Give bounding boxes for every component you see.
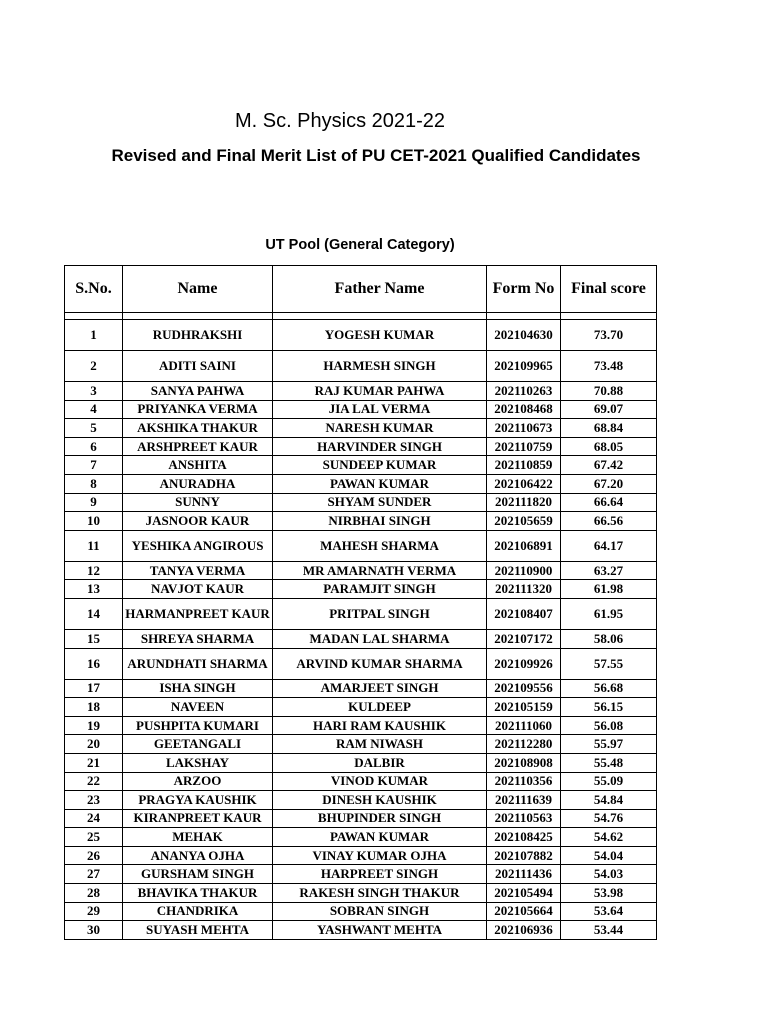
cell-form-no: 202106936: [487, 921, 561, 940]
cell-father-name: VINOD KUMAR: [273, 772, 487, 791]
cell-sno: 25: [65, 828, 123, 847]
cell-form-no: 202110759: [487, 437, 561, 456]
cell-father-name: SHYAM SUNDER: [273, 493, 487, 512]
cell-final-score: 54.76: [561, 809, 657, 828]
document-title: M. Sc. Physics 2021-22: [234, 110, 446, 132]
separator-cell: [487, 313, 561, 320]
cell-form-no: 202108425: [487, 828, 561, 847]
cell-sno: 6: [65, 437, 123, 456]
cell-name: CHANDRIKA: [123, 902, 273, 921]
cell-father-name: RAJ KUMAR PAHWA: [273, 382, 487, 401]
cell-form-no: 202110563: [487, 809, 561, 828]
cell-final-score: 56.68: [561, 679, 657, 698]
cell-name: SUYASH MEHTA: [123, 921, 273, 940]
header-name: Name: [123, 266, 273, 313]
table-row: [65, 351, 657, 382]
table-row: [65, 846, 657, 865]
table-row: [65, 419, 657, 438]
cell-final-score: 57.55: [561, 648, 657, 679]
pool-heading: UT Pool (General Category): [265, 237, 455, 253]
header-form-no: Form No: [487, 266, 561, 313]
cell-father-name: YASHWANT MEHTA: [273, 921, 487, 940]
table-row: [65, 580, 657, 599]
cell-final-score: 53.64: [561, 902, 657, 921]
cell-form-no: 202110859: [487, 456, 561, 475]
cell-name: SUNNY: [123, 493, 273, 512]
table-row: [65, 791, 657, 810]
cell-name: YESHIKA ANGIROUS: [123, 530, 273, 561]
cell-sno: 9: [65, 493, 123, 512]
cell-sno: 2: [65, 351, 123, 382]
cell-father-name: MR AMARNATH VERMA: [273, 561, 487, 580]
cell-name: ARZOO: [123, 772, 273, 791]
cell-form-no: 202111639: [487, 791, 561, 810]
cell-final-score: 53.98: [561, 884, 657, 903]
separator-cell: [561, 313, 657, 320]
cell-father-name: NARESH KUMAR: [273, 419, 487, 438]
cell-sno: 17: [65, 679, 123, 698]
cell-name: ADITI SAINI: [123, 351, 273, 382]
table-row: [65, 753, 657, 772]
cell-form-no: 202105494: [487, 884, 561, 903]
cell-final-score: 55.48: [561, 753, 657, 772]
cell-name: SHREYA SHARMA: [123, 629, 273, 648]
cell-form-no: 202105659: [487, 512, 561, 531]
cell-name: JASNOOR KAUR: [123, 512, 273, 531]
cell-name: MEHAK: [123, 828, 273, 847]
cell-father-name: HARPREET SINGH: [273, 865, 487, 884]
table-separator-row: [65, 313, 657, 320]
table-row: [65, 561, 657, 580]
cell-sno: 12: [65, 561, 123, 580]
cell-form-no: 202110263: [487, 382, 561, 401]
header-final-score: Final score: [561, 266, 657, 313]
cell-final-score: 66.64: [561, 493, 657, 512]
table-row: [65, 400, 657, 419]
cell-final-score: 70.88: [561, 382, 657, 401]
cell-form-no: 202104630: [487, 320, 561, 351]
cell-father-name: KULDEEP: [273, 698, 487, 717]
cell-form-no: 202109556: [487, 679, 561, 698]
table-row: [65, 598, 657, 629]
cell-sno: 15: [65, 629, 123, 648]
cell-sno: 20: [65, 735, 123, 754]
table-header-row: [65, 266, 657, 313]
cell-name: PRAGYA KAUSHIK: [123, 791, 273, 810]
cell-form-no: 202110673: [487, 419, 561, 438]
cell-sno: 5: [65, 419, 123, 438]
cell-final-score: 56.15: [561, 698, 657, 717]
table-row: [65, 530, 657, 561]
cell-father-name: PRITPAL SINGH: [273, 598, 487, 629]
cell-name: ANSHITA: [123, 456, 273, 475]
cell-name: GEETANGALI: [123, 735, 273, 754]
cell-form-no: 202108908: [487, 753, 561, 772]
cell-sno: 14: [65, 598, 123, 629]
cell-father-name: RAM NIWASH: [273, 735, 487, 754]
cell-final-score: 53.44: [561, 921, 657, 940]
header-sno: S.No.: [65, 266, 123, 313]
cell-sno: 3: [65, 382, 123, 401]
cell-form-no: 202110356: [487, 772, 561, 791]
header-father-name: Father Name: [273, 266, 487, 313]
cell-sno: 10: [65, 512, 123, 531]
cell-sno: 23: [65, 791, 123, 810]
cell-sno: 27: [65, 865, 123, 884]
cell-father-name: ARVIND KUMAR SHARMA: [273, 648, 487, 679]
cell-sno: 26: [65, 846, 123, 865]
table-row: [65, 735, 657, 754]
cell-father-name: YOGESH KUMAR: [273, 320, 487, 351]
cell-final-score: 66.56: [561, 512, 657, 531]
cell-form-no: 202109926: [487, 648, 561, 679]
cell-sno: 16: [65, 648, 123, 679]
cell-father-name: PAWAN KUMAR: [273, 828, 487, 847]
cell-name: HARMANPREET KAUR: [123, 598, 273, 629]
cell-father-name: NIRBHAI SINGH: [273, 512, 487, 531]
cell-father-name: PARAMJIT SINGH: [273, 580, 487, 599]
cell-final-score: 54.04: [561, 846, 657, 865]
cell-final-score: 55.09: [561, 772, 657, 791]
table-row: [65, 629, 657, 648]
cell-form-no: 202108407: [487, 598, 561, 629]
cell-sno: 13: [65, 580, 123, 599]
cell-form-no: 202111820: [487, 493, 561, 512]
cell-name: PUSHPITA KUMARI: [123, 716, 273, 735]
document-subtitle: Revised and Final Merit List of PU CET-2021 Qualified Candidates: [111, 146, 641, 165]
table-row: [65, 382, 657, 401]
separator-cell: [123, 313, 273, 320]
cell-name: ARSHPREET KAUR: [123, 437, 273, 456]
cell-final-score: 63.27: [561, 561, 657, 580]
cell-name: ANANYA OJHA: [123, 846, 273, 865]
table-row: [65, 437, 657, 456]
table-row: [65, 679, 657, 698]
cell-father-name: VINAY KUMAR OJHA: [273, 846, 487, 865]
cell-father-name: PAWAN KUMAR: [273, 474, 487, 493]
cell-father-name: HARI RAM KAUSHIK: [273, 716, 487, 735]
cell-sno: 7: [65, 456, 123, 475]
cell-sno: 1: [65, 320, 123, 351]
cell-form-no: 202109965: [487, 351, 561, 382]
cell-sno: 18: [65, 698, 123, 717]
cell-name: LAKSHAY: [123, 753, 273, 772]
cell-father-name: AMARJEET SINGH: [273, 679, 487, 698]
table-row: [65, 474, 657, 493]
cell-name: AKSHIKA THAKUR: [123, 419, 273, 438]
cell-father-name: HARVINDER SINGH: [273, 437, 487, 456]
cell-final-score: 61.98: [561, 580, 657, 599]
table-row: [65, 320, 657, 351]
cell-name: TANYA VERMA: [123, 561, 273, 580]
cell-name: KIRANPREET KAUR: [123, 809, 273, 828]
cell-name: ARUNDHATI SHARMA: [123, 648, 273, 679]
cell-name: NAVEEN: [123, 698, 273, 717]
cell-final-score: 54.03: [561, 865, 657, 884]
cell-form-no: 202111436: [487, 865, 561, 884]
cell-sno: 24: [65, 809, 123, 828]
cell-name: GURSHAM SINGH: [123, 865, 273, 884]
table-row: [65, 921, 657, 940]
cell-form-no: 202111320: [487, 580, 561, 599]
cell-form-no: 202106891: [487, 530, 561, 561]
cell-name: BHAVIKA THAKUR: [123, 884, 273, 903]
cell-sno: 22: [65, 772, 123, 791]
cell-father-name: BHUPINDER SINGH: [273, 809, 487, 828]
cell-father-name: SOBRAN SINGH: [273, 902, 487, 921]
cell-sno: 21: [65, 753, 123, 772]
cell-name: SANYA PAHWA: [123, 382, 273, 401]
cell-name: PRIYANKA VERMA: [123, 400, 273, 419]
cell-name: RUDHRAKSHI: [123, 320, 273, 351]
cell-father-name: JIA LAL VERMA: [273, 400, 487, 419]
cell-name: ISHA SINGH: [123, 679, 273, 698]
cell-final-score: 56.08: [561, 716, 657, 735]
table-row: [65, 716, 657, 735]
cell-sno: 19: [65, 716, 123, 735]
cell-sno: 29: [65, 902, 123, 921]
table-row: [65, 865, 657, 884]
cell-form-no: 202111060: [487, 716, 561, 735]
cell-father-name: RAKESH SINGH THAKUR: [273, 884, 487, 903]
cell-form-no: 202106422: [487, 474, 561, 493]
cell-father-name: DINESH KAUSHIK: [273, 791, 487, 810]
cell-final-score: 55.97: [561, 735, 657, 754]
table-row: [65, 698, 657, 717]
cell-final-score: 69.07: [561, 400, 657, 419]
cell-form-no: 202105664: [487, 902, 561, 921]
cell-father-name: MAHESH SHARMA: [273, 530, 487, 561]
table-row: [65, 512, 657, 531]
table-row: [65, 828, 657, 847]
cell-sno: 11: [65, 530, 123, 561]
cell-form-no: 202110900: [487, 561, 561, 580]
cell-sno: 28: [65, 884, 123, 903]
table-row: [65, 648, 657, 679]
cell-final-score: 68.05: [561, 437, 657, 456]
cell-father-name: DALBIR: [273, 753, 487, 772]
cell-final-score: 67.42: [561, 456, 657, 475]
cell-name: ANURADHA: [123, 474, 273, 493]
cell-final-score: 73.48: [561, 351, 657, 382]
cell-final-score: 61.95: [561, 598, 657, 629]
table-row: [65, 809, 657, 828]
cell-final-score: 64.17: [561, 530, 657, 561]
table-row: [65, 772, 657, 791]
separator-cell: [273, 313, 487, 320]
cell-form-no: 202105159: [487, 698, 561, 717]
cell-final-score: 73.70: [561, 320, 657, 351]
cell-form-no: 202112280: [487, 735, 561, 754]
cell-final-score: 58.06: [561, 629, 657, 648]
cell-form-no: 202108468: [487, 400, 561, 419]
cell-sno: 30: [65, 921, 123, 940]
cell-sno: 8: [65, 474, 123, 493]
cell-father-name: MADAN LAL SHARMA: [273, 629, 487, 648]
cell-father-name: HARMESH SINGH: [273, 351, 487, 382]
table-row: [65, 902, 657, 921]
separator-cell: [65, 313, 123, 320]
cell-name: NAVJOT KAUR: [123, 580, 273, 599]
table-row: [65, 884, 657, 903]
cell-father-name: SUNDEEP KUMAR: [273, 456, 487, 475]
cell-final-score: 54.62: [561, 828, 657, 847]
cell-form-no: 202107172: [487, 629, 561, 648]
table-row: [65, 456, 657, 475]
merit-table-body: [65, 313, 657, 940]
cell-form-no: 202107882: [487, 846, 561, 865]
cell-final-score: 68.84: [561, 419, 657, 438]
cell-sno: 4: [65, 400, 123, 419]
merit-list-table: [64, 265, 657, 940]
table-row: [65, 493, 657, 512]
cell-final-score: 54.84: [561, 791, 657, 810]
cell-final-score: 67.20: [561, 474, 657, 493]
